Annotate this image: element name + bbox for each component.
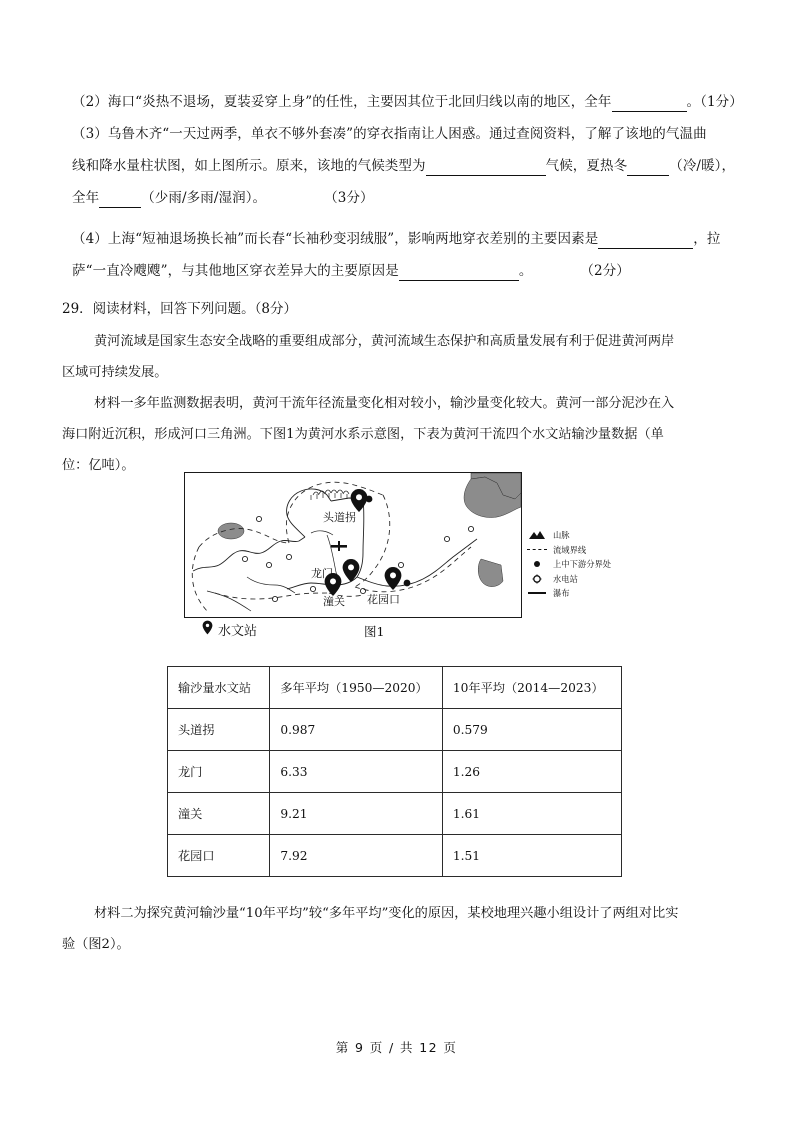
cell-ten-year: 1.26 [442, 751, 621, 793]
question-3-text-2c: （冷/暖）， [669, 158, 736, 174]
waterfall-symbol-stem [338, 541, 340, 551]
table-row [168, 793, 622, 835]
hydro-station-key [202, 620, 257, 639]
question-3-text-3b: （少雨/多雨/湿润）。 [141, 190, 267, 206]
cell-station: 头道拐 [168, 709, 270, 751]
map-label-huayuankou: 花园口 [367, 593, 400, 606]
question-29-closing-2: 验（图2）。 [62, 937, 130, 952]
yellow-river-map [184, 472, 522, 618]
cell-ten-year: 0.579 [442, 709, 621, 751]
answer-blank[interactable] [399, 267, 519, 281]
page-footer: 第 9 页 / 共 12 页 [335, 1040, 458, 1055]
question-4-text-2b: 。 [518, 263, 533, 279]
question-4-score: （2分） [580, 263, 630, 279]
map-drawing [185, 473, 521, 617]
answer-blank[interactable] [426, 162, 546, 176]
legend-item-reach-divider [526, 557, 666, 572]
cell-station: 花园口 [168, 835, 270, 877]
table-header-ten-year: 10年平均（2014—2023） [442, 667, 621, 709]
figure-1-caption-row [184, 620, 524, 644]
peninsula-shape [478, 559, 503, 587]
question-2 [72, 92, 743, 112]
question-4-line-1 [72, 229, 721, 249]
question-29-paragraph-2: 区域可持续发展。 [62, 365, 168, 380]
legend-label-basin-boundary: 流域界线 [553, 544, 587, 555]
pin-hole-longmen [348, 564, 354, 570]
cell-station: 龙门 [168, 751, 270, 793]
filled-dot-icon [526, 561, 548, 567]
tributary-weihe [247, 577, 295, 593]
answer-blank[interactable] [612, 98, 687, 112]
question-3-text-3a: 全年 [72, 190, 100, 206]
question-3-line-2 [72, 156, 735, 176]
answer-blank[interactable] [627, 162, 669, 176]
question-29-paragraph-3: 材料一多年监测数据表明，黄河干流年径流量变化相对较小，输沙量变化较大。黄河一部分泥沙在入 [94, 396, 675, 411]
question-3-line-1 [72, 124, 707, 144]
question-4-text-1b: ，拉 [693, 231, 721, 247]
reach-divider-dot-huayuankou [404, 580, 411, 587]
legend-label-hydropower: 水电站 [553, 573, 578, 584]
sediment-data-table [167, 666, 622, 877]
pin-longmen [343, 559, 360, 582]
map-label-tongguan: 潼关 [323, 595, 345, 608]
cell-ten-year: 1.51 [442, 835, 621, 877]
basin-boundary-southwest [192, 547, 209, 613]
tributary-branch [311, 531, 333, 535]
river-upper-reach [193, 537, 305, 571]
question-29-paragraph-5: 位：亿吨）。 [62, 458, 135, 473]
pin-hole-toudaoguai [356, 494, 362, 500]
lake-shape [218, 523, 244, 539]
table-row [168, 835, 622, 877]
cell-multi-year: 0.987 [270, 709, 443, 751]
question-3-text-2b: 气候，夏热冬 [545, 158, 628, 174]
river-lower-reach [357, 539, 477, 586]
map-pin-icon [202, 620, 213, 639]
dashed-line-icon [526, 549, 548, 550]
hydropower-station-markers [242, 516, 473, 601]
answer-blank[interactable] [99, 194, 141, 208]
map-label-toudaoguai: 头道拐 [323, 511, 356, 524]
map-legend [526, 528, 666, 601]
cell-station: 潼关 [168, 793, 270, 835]
question-3-score: （3分） [324, 190, 374, 206]
question-29-heading: 29．阅读材料，回答下列问题。（8分） [62, 301, 298, 317]
question-3-text-2a: 线和降水量柱状图，如上图所示。原来，该地的气候类型为 [72, 158, 426, 174]
figure-1-label: 图1 [364, 624, 385, 639]
table-header-station: 输沙量水文站 [168, 667, 270, 709]
question-4-text-2a: 萨“一直冷飕飕”，与其他地区穿衣差异大的主要原因是 [72, 263, 399, 279]
mountain-icon [526, 530, 548, 540]
solid-bar-icon [526, 592, 548, 594]
cell-ten-year: 1.61 [442, 793, 621, 835]
cell-multi-year: 6.33 [270, 751, 443, 793]
legend-item-mountain [526, 528, 666, 543]
legend-label-mountain: 山脉 [553, 530, 570, 540]
legend-item-waterfall [526, 586, 666, 601]
hydro-station-key-label: 水文站 [218, 624, 258, 639]
question-2-text: （2）海口“炎热不退场，夏装妥穿上身”的任性，主要因其位于北回归线以南的地区，全年 [72, 94, 612, 110]
pin-hole-huayuankou [390, 572, 396, 578]
basin-boundary-south [215, 593, 329, 599]
cell-multi-year: 7.92 [270, 835, 443, 877]
cell-multi-year: 9.21 [270, 793, 443, 835]
question-3-line-3 [72, 188, 374, 208]
question-2-score: 。（1分） [686, 94, 743, 110]
question-29-paragraph-1: 黄河流域是国家生态安全战略的重要组成部分，黄河流域生态保护和高质量发展有利于促进黄河两岸 [94, 334, 675, 349]
table-header-row [168, 667, 622, 709]
basin-boundary-lower [355, 547, 471, 592]
hydropower-icon [526, 574, 548, 584]
question-4-text-1a: （4）上海“短袖退场换长袖”而长春“长袖秒变羽绒服”，影响两地穿衣差别的主要因素是 [72, 231, 599, 247]
legend-label-waterfall: 瀑布 [553, 588, 570, 598]
table-row [168, 709, 622, 751]
legend-label-reach-divider: 上中下游分界处 [553, 559, 612, 569]
question-29-closing-1: 材料二为探究黄河输沙量“10年平均”较“多年平均”变化的原因，某校地理兴趣小组设计了两组对比实 [94, 906, 679, 921]
question-4-line-2 [72, 261, 630, 281]
legend-item-hydropower [526, 572, 666, 587]
table-row [168, 751, 622, 793]
legend-item-basin-boundary [526, 543, 666, 558]
pin-huayuankou [385, 567, 402, 590]
table-header-multi-year: 多年平均（1950—2020） [270, 667, 443, 709]
question-3-text-1: （3）乌鲁木齐“一天过两季，单衣不够外套凑”的穿衣指南让人困惑。通过查阅资料，了解了该地的气温曲 [72, 126, 707, 142]
answer-blank[interactable] [598, 235, 693, 249]
map-label-longmen: 龙门 [311, 567, 333, 580]
tributary-south [207, 591, 251, 611]
question-29-paragraph-4: 海口附近沉积，形成河口三角洲。下图1为黄河水系示意图，下表为黄河干流四个水文站输沙量数据（单 [62, 427, 664, 442]
